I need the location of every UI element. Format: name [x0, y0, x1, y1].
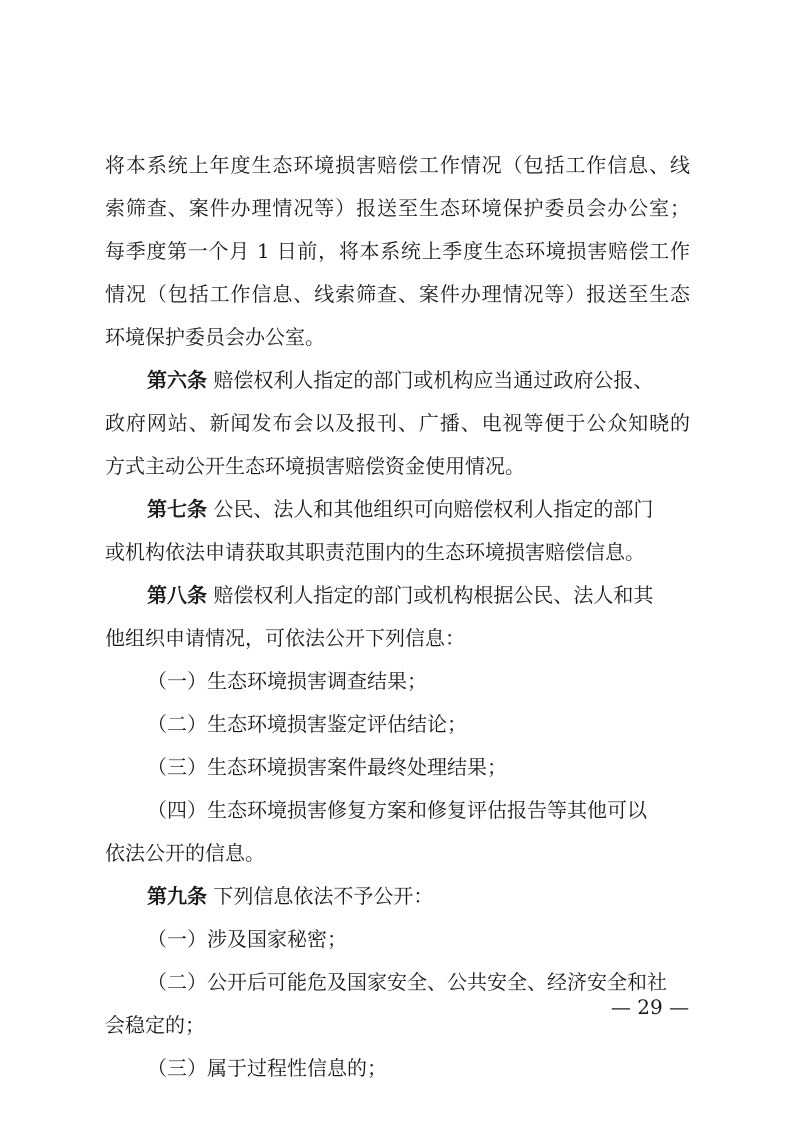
article-7-label: 第七条: [147, 497, 207, 521]
article-8-first-line: [105, 574, 690, 617]
article-9-first-line: [105, 875, 690, 918]
list-item: （四）生态环境损害修复方案和修复评估报告等其他可以: [147, 798, 647, 822]
text-line: 环境保护委员会办公室。: [105, 325, 325, 349]
text-line: 或机构依法申请获取其职责范围内的生态环境损害赔偿信息。: [105, 540, 645, 564]
text-line: 他组织申请情况，可依法公开下列信息：: [105, 626, 465, 650]
text-line: 将本系统上年度生态环境损害赔偿工作情况（包括工作信息、线: [105, 153, 690, 177]
text-line: 情况（包括工作信息、线索筛查、案件办理情况等）报送至生态: [105, 282, 690, 306]
list-item: （三）生态环境损害案件最终处理结果；: [147, 755, 507, 779]
article-6-label: 第六条: [147, 368, 207, 392]
article-7-first-line: [105, 488, 690, 531]
article-6-text: 赔偿权利人指定的部门或机构应当通过政府公报、: [213, 368, 654, 392]
list-item: （二）公开后可能危及国家安全、公共安全、经济安全和社: [147, 970, 667, 994]
article-6-first-line: [105, 359, 690, 402]
text-line: 政府网站、新闻发布会以及报刊、广播、电视等便于公众知晓的: [105, 411, 690, 435]
list-item: （二）生态环境损害鉴定评估结论；: [147, 712, 467, 736]
article-7-text: 公民、法人和其他组织可向赔偿权利人指定的部门: [213, 497, 654, 521]
text-line: 方式主动公开生态环境损害赔偿资金使用情况。: [105, 454, 525, 478]
text-line: 会稳定的；: [105, 1013, 205, 1037]
article-8-label: 第八条: [147, 583, 207, 607]
page-number: — 29 —: [610, 995, 690, 1019]
text-line: 索筛查、案件办理情况等）报送至生态环境保护委员会办公室；: [105, 196, 690, 220]
document-body: [105, 144, 690, 1090]
text-line: 依法公开的信息。: [105, 841, 265, 865]
list-item: （一）涉及国家秘密；: [147, 927, 347, 951]
list-item: （一）生态环境损害调查结果；: [147, 669, 427, 693]
article-9-text: 下列信息依法不予公开：: [213, 884, 434, 908]
article-9-label: 第九条: [147, 884, 207, 908]
article-8-text: 赔偿权利人指定的部门或机构根据公民、法人和其: [213, 583, 654, 607]
list-item: （三）属于过程性信息的；: [147, 1056, 387, 1080]
text-line: 每季度第一个月 1 日前，将本系统上季度生态环境损害赔偿工作: [105, 239, 690, 263]
